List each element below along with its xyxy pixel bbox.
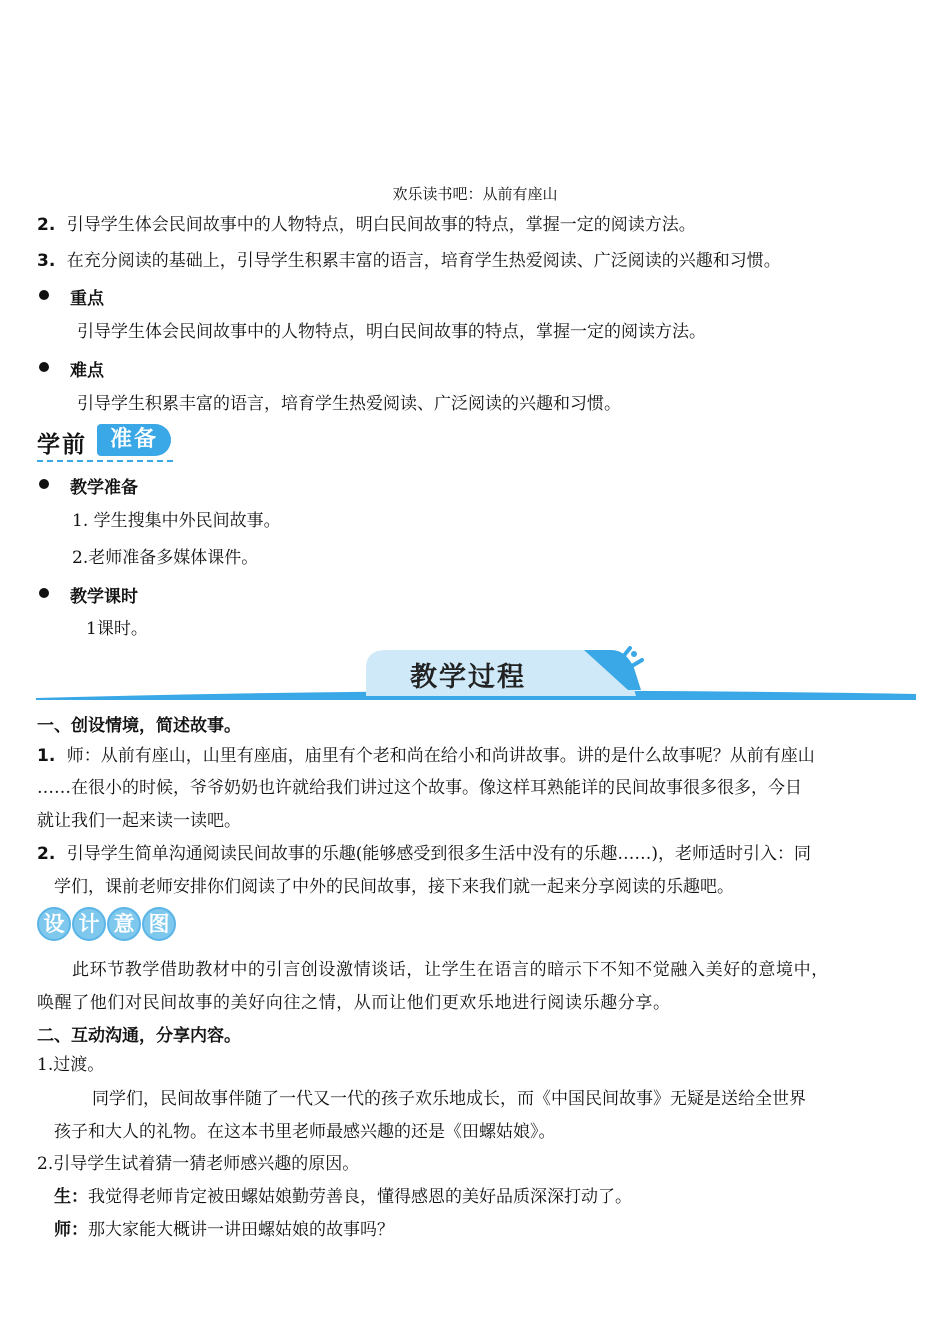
dialog-speaker: 师： [54,1220,88,1240]
prep-badge [37,424,173,464]
list-item: 1.过渡。 [37,1055,105,1075]
design-intent-char: 意 [107,907,141,941]
teaching-hours-text: 1课时。 [86,619,148,639]
difficulty-text: 引导学生积累丰富的语言，培育学生热爱阅读、广泛阅读的兴趣和习惯。 [77,394,621,414]
paragraph-line: 同学们，民间故事伴随了一代又一代的孩子欢乐地成长，而《中国民间故事》无疑是送给全世界 [92,1089,806,1109]
teaching-prep-item: 1. 学生搜集中外民间故事。 [72,511,281,531]
bullet-icon [39,362,49,372]
paragraph-number: 2. [37,844,56,864]
design-intent-char: 计 [72,907,106,941]
paragraph-line [37,843,811,865]
page-title: 欢乐读书吧：从前有座山 [392,185,558,203]
paragraph-number: 1. [37,746,56,766]
design-intent-char: 设 [37,907,71,941]
goal-item [37,250,781,272]
dialog-text: 那大家能大概讲一讲田螺姑娘的故事吗？ [88,1220,394,1240]
paragraph-text: 引导学生简单沟通阅读民间故事的乐趣(能够感受到很多生活中没有的乐趣……)，老师适时引入：同 [66,844,811,864]
key-point-label: 重点 [70,289,104,309]
goal-number: 3. [37,251,56,271]
goal-item [37,214,696,236]
teaching-prep-label: 教学准备 [70,478,138,498]
paragraph-line: 就让我们一起来读一读吧。 [37,811,241,831]
paragraph-line [37,745,815,767]
paragraph-line: 学们，课前老师安排你们阅读了中外的民间故事，接下来我们就一起来分享阅读的乐趣吧。 [54,877,734,897]
design-intent-text: 此环节教学借助教材中的引言创设激情谈话，让学生在语言的暗示下不知不觉融入美好的意境中， [72,960,829,980]
goal-text: 在充分阅读的基础上，引导学生积累丰富的语言，培育学生热爱阅读、广泛阅读的兴趣和习惯。 [66,251,781,271]
difficulty-label: 难点 [70,361,104,381]
dialog-speaker: 生： [54,1187,88,1207]
key-point-text: 引导学生体会民间故事中的人物特点，明白民间故事的特点，掌握一定的阅读方法。 [77,322,706,342]
design-intent-char: 图 [142,907,176,941]
bullet-icon [39,290,49,300]
dialog-line [54,1186,632,1208]
paragraph-text: 师：从前有座山，山里有座庙，庙里有个老和尚在给小和尚讲故事。讲的是什么故事呢？从前有座山 [66,746,815,766]
teaching-hours-label: 教学课时 [70,587,138,607]
design-intent-text: 唤醒了他们对民间故事的美好向往之情，从而让他们更欢乐地进行阅读乐趣分享。 [37,993,671,1013]
dialog-line [54,1219,394,1241]
prep-badge-left: 学前 [37,432,87,458]
section-heading: 一、创设情境，简述故事。 [37,716,241,736]
dialog-text: 我觉得老师肯定被田螺姑娘勤劳善良，懂得感恩的美好品质深深打动了。 [88,1187,632,1207]
prep-badge-right: 准备 [97,424,171,456]
paragraph-line: ……在很小的时候，爷爷奶奶也许就给我们讲过这个故事。像这样耳熟能详的民间故事很多很多，今日 [37,778,802,798]
teaching-prep-item: 2.老师准备多媒体课件。 [72,548,259,568]
prep-badge-underline [37,460,173,462]
process-banner-title: 教学过程 [410,662,526,693]
goal-text: 引导学生体会民间故事中的人物特点，明白民间故事的特点，掌握一定的阅读方法。 [66,215,696,235]
section-heading: 二、互动沟通，分享内容。 [37,1026,241,1046]
paragraph-line: 孩子和大人的礼物。在这本书里老师最感兴趣的还是《田螺姑娘》。 [54,1122,556,1142]
goal-number: 2. [37,215,56,235]
bullet-icon [39,479,49,489]
bullet-icon [39,588,49,598]
list-item: 2.引导学生试着猜一猜老师感兴趣的原因。 [37,1154,360,1174]
